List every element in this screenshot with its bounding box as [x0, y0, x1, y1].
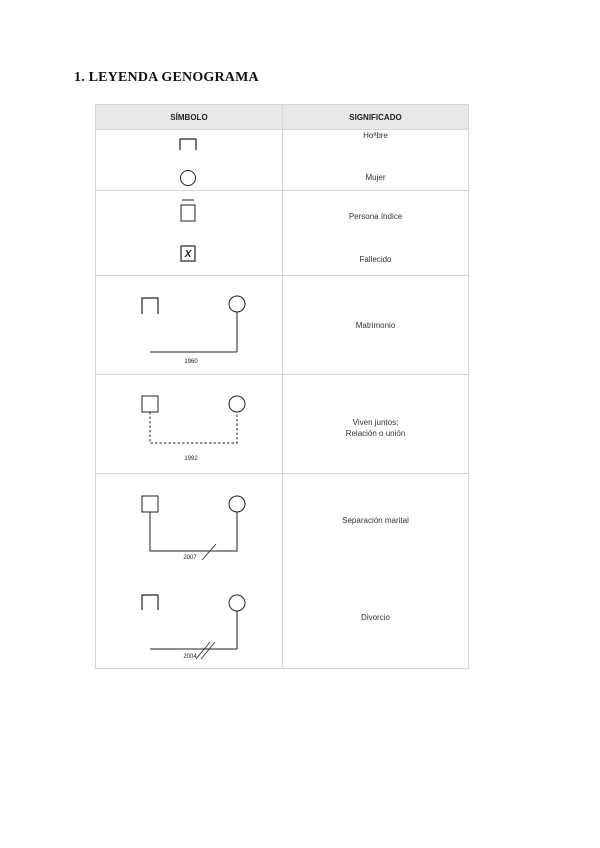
- symbol-column-header: SÍMBOLO: [96, 105, 283, 130]
- symbol-cell: [96, 130, 283, 191]
- marriage-connector: [142, 296, 245, 352]
- index-person-icon: [181, 200, 195, 221]
- cohabitation-year: 1992: [184, 456, 198, 462]
- meaning-cell: [283, 276, 469, 375]
- marriage-year: 1960: [184, 359, 198, 365]
- meaning-index-person: Persona índice: [348, 212, 403, 221]
- table-row: [96, 276, 469, 375]
- meaning-relationship: Relación o unión: [345, 429, 406, 438]
- table-row: [96, 474, 469, 669]
- circle-icon: [181, 171, 196, 186]
- symbol-cell: [96, 276, 283, 375]
- separation-year: 2007: [183, 555, 197, 561]
- deceased-icon: [181, 246, 195, 261]
- meaning-divorce: Divorcio: [361, 613, 390, 622]
- meaning-female: Mujer: [365, 173, 386, 182]
- square-icon: [180, 139, 196, 150]
- symbol-cell: [96, 474, 283, 669]
- meaning-cell: [283, 191, 469, 276]
- page-title: 1. LEYENDA GENOGRAMA: [74, 70, 259, 85]
- row-symbols: [96, 474, 283, 668]
- meaning-separation: Separación marital: [342, 516, 409, 525]
- table-header-row: [96, 105, 469, 130]
- meaning-cell: [283, 474, 469, 669]
- symbol-cell: [96, 375, 283, 474]
- genogram-legend-table: [95, 104, 469, 669]
- meaning-male: Hoªbre: [363, 131, 388, 140]
- divorce-year: 2004: [183, 654, 197, 660]
- row-symbols: [96, 191, 283, 275]
- table-row: [96, 130, 469, 191]
- meaning-cohabitation: Viven juntos;: [352, 418, 399, 427]
- meaning-cell: [283, 375, 469, 474]
- svg-text:X: X: [184, 249, 192, 260]
- meaning-cell: [283, 130, 469, 191]
- row-symbols: [96, 276, 283, 374]
- cohabitation-connector: [142, 396, 245, 443]
- divorce-connector: [142, 595, 245, 659]
- separation-connector: [142, 496, 245, 560]
- meaning-column-header: SIGNIFICADO: [283, 105, 469, 130]
- table-row: [96, 191, 469, 276]
- symbol-cell: [96, 191, 283, 276]
- meaning-marriage: Matrimonio: [355, 321, 396, 330]
- row-symbols: [96, 375, 283, 473]
- row-symbols: [96, 130, 283, 190]
- table-row: [96, 375, 469, 474]
- meaning-deceased: Fallecido: [359, 255, 392, 264]
